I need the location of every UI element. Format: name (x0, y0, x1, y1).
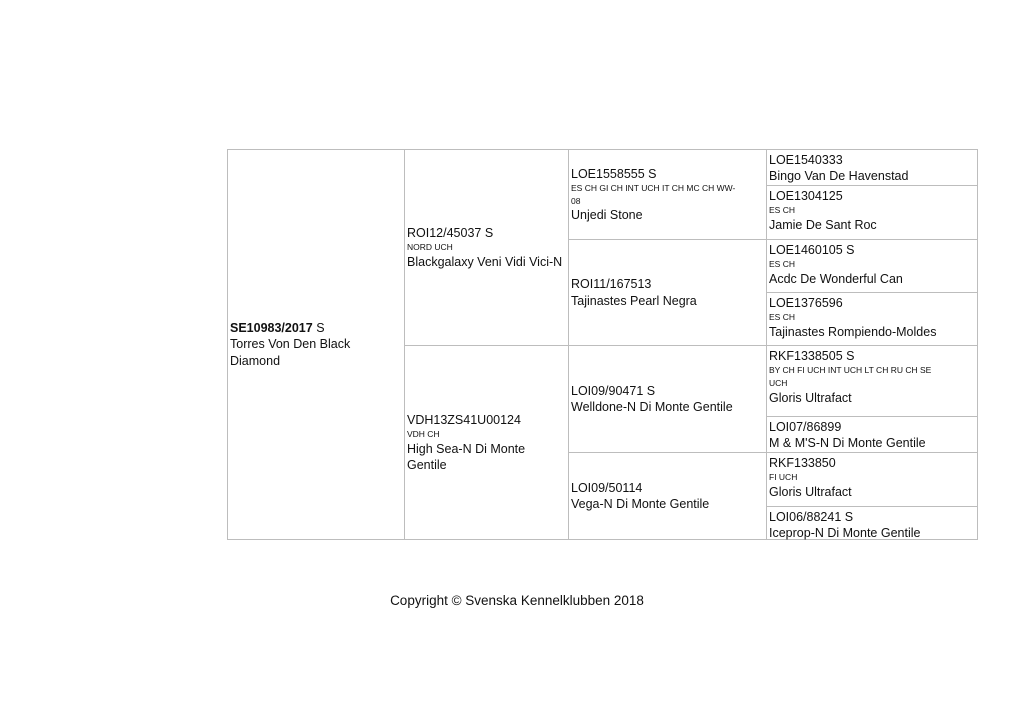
sd-dam-name: Tajinastes Rompiendo-Moldes (769, 325, 937, 339)
sire-reg: ROI12/45037 S (407, 225, 494, 240)
copyright-notice: Copyright © Svenska Kennelklubben 2018 (390, 593, 644, 608)
dam-dam-name: Vega-N Di Monte Gentile (571, 497, 710, 511)
ss-dam-reg: LOE1304125 (769, 189, 843, 203)
sd-dam-reg: LOE1376596 (769, 296, 843, 310)
ss-sire-cell (767, 150, 977, 186)
dd-sire-cell (767, 453, 977, 507)
sire-sire-name: Unjedi Stone (571, 208, 643, 223)
ds-sire-cell (767, 346, 977, 417)
ds-sire-titles-line2: UCH (769, 378, 788, 388)
dam-name-line1: High Sea-N Di Monte (407, 441, 526, 456)
pedigree-table (227, 149, 978, 540)
sd-sire-reg: LOE1460105 S (769, 243, 855, 257)
sd-sire-cell (767, 240, 977, 293)
dam-reg: VDH13ZS41U00124 (407, 412, 521, 427)
sire-sire-reg: LOE1558555 S (571, 166, 657, 181)
dam-name-line2: Gentile (407, 458, 447, 472)
dd-dam-cell (767, 507, 977, 539)
dam-sire-cell (569, 346, 767, 453)
sire-cell (405, 150, 569, 346)
dam-dam-cell (569, 453, 767, 539)
dd-dam-name: Iceprop-N Di Monte Gentile (769, 526, 921, 541)
ds-dam-cell (767, 417, 977, 453)
subject-sex: S (316, 321, 325, 336)
subject-cell (228, 150, 405, 539)
sd-sire-titles: ES CH (769, 259, 795, 270)
ds-sire-reg: RKF1338505 S (769, 349, 855, 363)
sd-dam-cell (767, 293, 977, 346)
dd-sire-titles: FI UCH (769, 472, 798, 483)
dam-cell (405, 346, 569, 539)
ss-dam-cell (767, 186, 977, 240)
ss-sire-name: Bingo Van De Havenstad (769, 169, 909, 184)
dam-dam-reg: LOI09/50114 (571, 480, 643, 495)
subject-name-line2: Diamond (230, 353, 281, 368)
ss-dam-name: Jamie De Sant Roc (769, 218, 877, 232)
ds-sire-name: Gloris Ultrafact (769, 390, 852, 405)
sire-dam-cell (569, 240, 767, 346)
dam-sire-name: Welldone-N Di Monte Gentile (571, 400, 733, 414)
sd-sire-name: Acdc De Wonderful Can (769, 272, 903, 286)
sire-sire-titles-line1: ES CH GI CH INT UCH IT CH MC CH WW- (571, 182, 736, 193)
ss-sire-reg: LOE1540333 (769, 153, 843, 167)
dam-titles: VDH CH (407, 429, 440, 439)
sire-dam-name: Tajinastes Pearl Negra (571, 293, 697, 308)
dd-dam-reg: LOI06/88241 S (769, 510, 854, 524)
subject-reg-line (230, 320, 402, 336)
subject-name-line1: Torres Von Den Black (230, 337, 351, 352)
sire-titles: NORD UCH (407, 242, 453, 253)
subject-reg: SE10983/2017 (230, 321, 313, 336)
dam-sire-reg: LOI09/90471 S (571, 383, 656, 398)
ds-dam-name: M & M'S-N Di Monte Gentile (769, 436, 926, 451)
ds-sire-titles-line1: BY CH FI UCH INT UCH LT CH RU CH SE (769, 365, 932, 376)
sire-dam-reg: ROI11/167513 (571, 277, 652, 292)
sire-sire-cell (569, 150, 767, 240)
dd-sire-reg: RKF133850 (769, 456, 836, 470)
dd-sire-name: Gloris Ultrafact (769, 485, 852, 499)
ds-dam-reg: LOI07/86899 (769, 420, 842, 434)
sire-sire-titles-line2: 08 (571, 195, 581, 206)
sd-dam-titles: ES CH (769, 312, 795, 323)
sire-name: Blackgalaxy Veni Vidi Vici-N (407, 254, 563, 269)
ss-dam-titles: ES CH (769, 205, 795, 216)
